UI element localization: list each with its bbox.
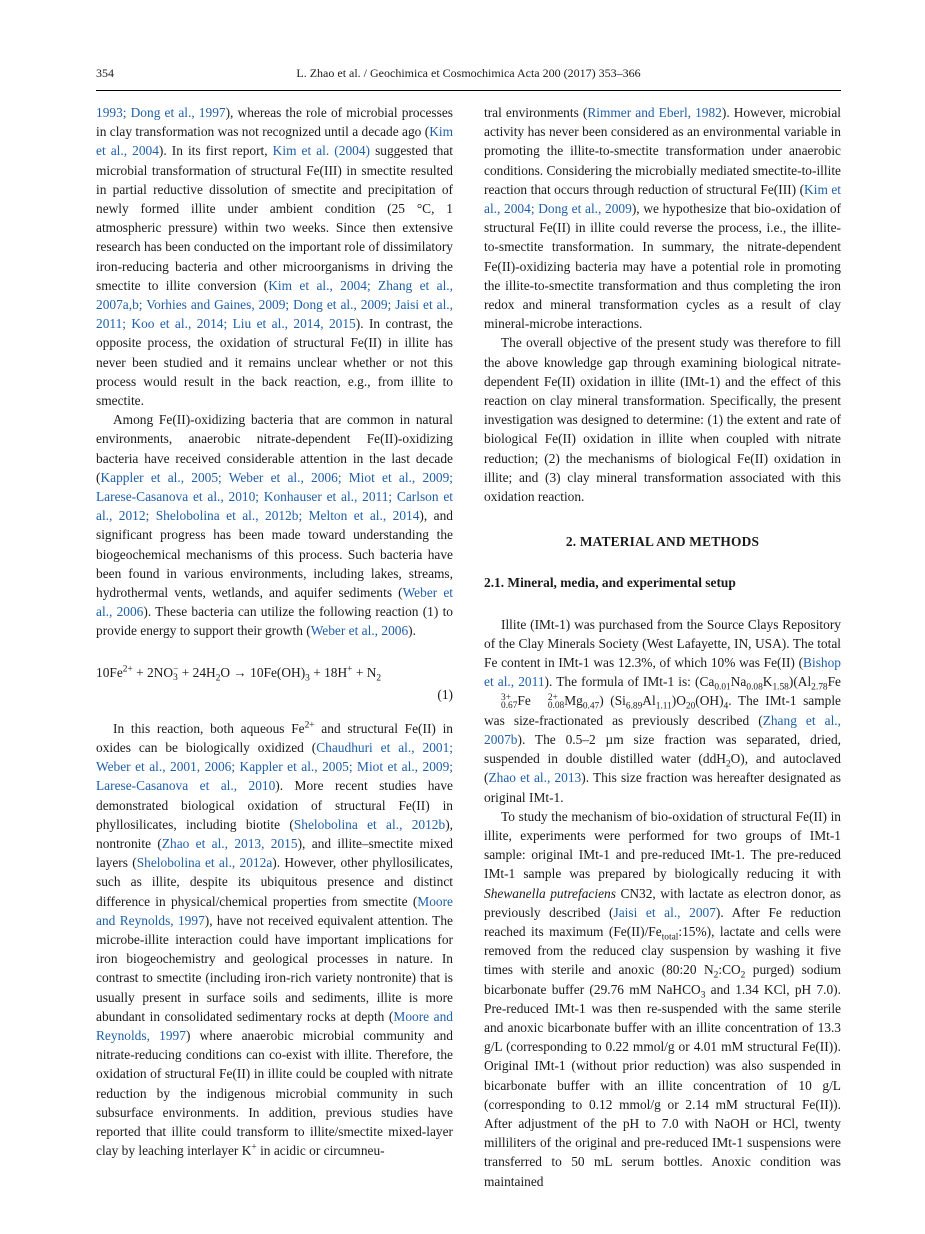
equation-number: (1): [437, 686, 453, 702]
citation-link[interactable]: Chaudhuri et al., 2001; Weber et al., 2001, 2006; Kappler et al., 2005; Miot et al., 2009; Larese-Casanova et al., 2010: [96, 739, 453, 794]
page-number: 354: [96, 66, 114, 80]
species-name: Shewanella putrefaciens: [484, 885, 616, 901]
citation-link[interactable]: Shelobolina et al., 2012b: [293, 816, 446, 832]
citation-link[interactable]: Kim et al., 2004; Dong et al., 2009: [484, 181, 841, 217]
citation-link[interactable]: Moore and Reynolds, 1997: [96, 1008, 453, 1043]
citation-link[interactable]: Weber et al., 2006: [96, 585, 453, 620]
paragraph: 1993; Dong et al., 1997), whereas the role of microbial processes in clay transformation was not recognized until a decade ago (Kim et al., 2004). In its first report, Kim et al. (2004) suggested that microbial transformation of structural Fe(III) in smectite resulted in partial reductive dissolution of smectite and precipitation of newly formed illite under ambient condition (25 °C, 1 atmospheric pressure) within two weeks. Since then extensive research has been conducted on the important role of dissimilatory iron-reducing bacteria and other microorganisms in driving the smectite to illite conversion (Kim et al., 2004; Zhang et al., 2007a,b; Vorhies and Gaines, 2009; Dong et al., 2009; Jaisi et al., 2011; Koo et al., 2014; Liu et al., 2014, 2015). In contrast, the opposite process, the oxidation of structural Fe(II) in illite has never been studied and it remains unclear whether or not this process would result in the back reaction, e.g., from illite to smectite.: [96, 105, 454, 409]
equation-1: [96, 649, 453, 713]
paragraph: In this reaction, both aqueous $Fe^{2+}$ and structural Fe(II) in oxides can be biologically oxidized (Chaudhuri et al., 2001; Weber et al., 2001, 2006; Kappler et al., 2005; Miot et al., 2009; Larese-Casanova et al., 2010). More recent studies have demonstrated biological oxidation of structural Fe(II) in phyllosilicates, including biotite (Shelobolina et al., 2012b), nontronite (Zhao et al., 2013, 2015), and illite–smectite mixed layers (Shelobolina et al., 2012a). However, other phyllosilicates, such as illite, despite its ubiquitous presence and distinct difference in physical/chemical properties from smectite (Moore and Reynolds, 1997), have not received equivalent attention. The microbe-illite interaction could have important implications for iron biogeochemistry and geological processes in nature. In contrast to smectite (including iron-rich variety nontronite) that is usually present in surface soils and sediments, illite is more abundant in consolidated sedimentary rocks at depth (Moore and Reynolds, 1997) where anaerobic microbial community and nitrate-reducing conditions can co-exist with illite. Therefore, the oxidation of structural Fe(II) in illite could be coupled with nitrate reduction by the indigenous microbial community in such subsurface environments. In addition, previous studies have reported that illite could transform to illite/smectite mixed-layer clay by leaching interlayer K+ in acidic or circumneu-: [96, 720, 453, 1159]
citation-link[interactable]: Zhang et al., 2007b: [484, 712, 841, 747]
paragraph: To study the mechanism of bio-oxidation of structural Fe(II) in illite, experiments were performed for two groups of IMt-1 sample: original IMt-1 and pre-reduced IMt-1. The pre-reduced IMt-1 sample was prepared by biologically reducing it with Shewanella putrefaciens CN32, with lactate as electron donor, as previously described (Jaisi et al., 2007). After Fe reduction reached its maximum $(Fe(II)/Fe_{total}:15\%)$, lactate and cells were removed from the reduced clay suspension by washing it five times with sterile and anoxic (80:20 $N_2:CO_2$ purged) sodium bicarbonate buffer (29.76 mM NaHCO$_3$ and 1.34 KCl, pH 7.0). Pre-reduced IMt-1 was then re-suspended with the same sterile and anoxic bicarbonate buffer with an illite concentration of 13.3 g/L (corresponding to 0.22 mmol/g or 4.01 mM structural Fe(II)). Original IMt-1 (without prior reduction) was also suspended in bicarbonate buffer with an illite concentration of 10 g/L (corresponding to 0.12 mmol/g or 2.14 mM structural Fe(II)). After adjustment of the pH to 7.0 with NaOH or HCl, twenty milliliters of the original and pre-reduced IMt-1 suspensions were transferred to 50 mL serum bottles. Anoxic condition was maintained: [484, 808, 842, 1189]
page-header: [96, 66, 841, 86]
paragraph: Illite (IMt-1) was purchased from the Source Clays Repository of the Clay Minerals Society (West Lafayette, IN, USA). The total Fe content in IMt-1 was 12.3%, of which 10% was Fe(II) (Bishop et al., 2011). The formula of IMt-1 is: $(Ca_{0.01}Na_{0.08}K_{1.58})(Al_{2.78}Fe$ 3+ 0.67 Fe 2+ 0.08 $Mg_{0.47}$) $(Si_{6.89}Al_{1.11})O_{20}(OH)_4$. The IMt-1 sample was size-fractionated as previously described (Zhang et al., 2007b). The 0.5–2 µm size fraction was separated, dried, suspended in double distilled water (ddH$_2$O), and autoclaved (Zhao et al., 2013). This size fraction was hereafter designated as original IMt-1.: [484, 616, 842, 805]
citation-link[interactable]: 1993; Dong et al., 1997: [96, 105, 226, 120]
citation-link[interactable]: Bishop et al., 2011: [484, 655, 841, 690]
citation-link[interactable]: Zhao et al., 2013, 2015: [161, 835, 298, 851]
paragraph: tral environments (Rimmer and Eberl, 1982). However, microbial activity has never been considered as an environmental variable in promoting the illite-to-smectite transformation under anaerobic conditions. Considering the microbially mediated smectite-to-illite reaction that occurs through reduction of structural Fe(III) (Kim et al., 2004; Dong et al., 2009), we hypothesize that bio-oxidation of structural Fe(II) in illite could reverse the process, i.e., the illite-to-smectite transformation. In summary, the nitrate-dependent Fe(II)-oxidizing bacteria may have a potential role in promoting the illite-to-smectite transformation and thus completing the iron redox and mineral transformation cycles as a result of clay mineral-microbe interactions.: [484, 105, 842, 332]
citation-link[interactable]: Kappler et al., 2005; Weber et al., 2006; Miot et al., 2009; Larese-Casanova et al., 2010; Konhauser et al., 2011; Carlson et al., 2012; Shelobolina et al., 2012b; Melton et al., 2014: [96, 469, 453, 524]
right-column: [484, 103, 841, 1191]
subsection-heading: 2.1. Mineral, media, and experimental setup: [484, 575, 736, 591]
citation-link[interactable]: Kim et al., 2004; Zhang et al., 2007a,b; Vorhies and Gaines, 2009; Dong et al., 2009; Jaisi et al., 2011; Koo et al., 2014; Liu et al., 2014, 2015: [96, 277, 453, 332]
header-rule: [96, 90, 841, 91]
citation-link[interactable]: Weber et al., 2006: [310, 623, 409, 639]
running-title: L. Zhao et al. / Geochimica et Cosmochimica Acta 200 (2017) 353–366: [296, 66, 641, 80]
paragraph: Among Fe(II)-oxidizing bacteria that are common in natural environments, anaerobic nitrate-dependent Fe(II)-oxidizing bacteria have received considerable attention in the last decade (Kappler et al., 2005; Weber et al., 2006; Miot et al., 2009; Larese-Casanova et al., 2010; Konhauser et al., 2011; Carlson et al., 2012; Shelobolina et al., 2012b; Melton et al., 2014), and significant progress has been made toward understanding the biogeochemical mechanisms of this process. Such bacteria have been found in various environments, including lakes, streams, hydrothermal vents, wetlands, and aquifer sediments (Weber et al., 2006). These bacteria can utilize the following reaction (1) to provide energy to support their growth (Weber et al., 2006).: [96, 412, 453, 639]
paragraph: The overall objective of the present study was therefore to fill the above knowledge gap through examining biological nitrate-dependent Fe(II) oxidation in illite (IMt-1) and the effect of this reaction on clay mineral transformation. Specifically, the present investigation was designed to determine: (1) the extent and rate of biological Fe(II) oxidation in illite when coupled with nitrate reduction; (2) the mechanisms of biological Fe(II) oxidation in illite; and (3) clay mineral transformation associated with this oxidation reaction.: [484, 335, 841, 505]
equation-body: $10Fe^{2+} + 2NO$ − 3 + $24H_2O \to 10Fe(OH)_3 + 18H^+ + N_2$: [96, 664, 382, 684]
citation-link[interactable]: Zhao et al., 2013: [488, 770, 582, 786]
citation-link[interactable]: Kim et al. (2004): [272, 143, 371, 159]
left-column: [96, 103, 453, 1160]
section-heading: 2. MATERIAL AND METHODS: [565, 534, 760, 550]
citation-link[interactable]: Shelobolina et al., 2012a: [136, 855, 273, 871]
citation-link[interactable]: Moore and Reynolds, 1997: [96, 893, 453, 928]
citation-link[interactable]: Kim et al., 2004: [96, 124, 453, 159]
citation-link[interactable]: Rimmer and Eberl, 1982: [587, 105, 722, 120]
citation-link[interactable]: Jaisi et al., 2007: [613, 904, 716, 920]
